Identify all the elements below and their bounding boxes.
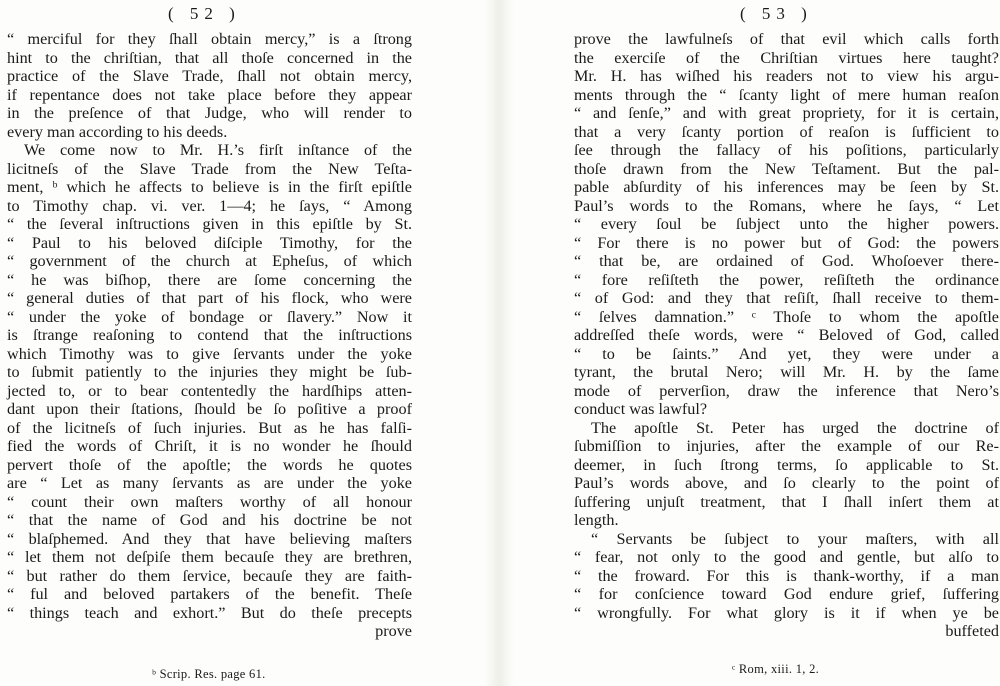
page-body [574, 30, 999, 641]
text-line: “ that be, are ordained of God. Whoſoever there- [574, 252, 999, 270]
text-line: “ wrongfully. For what glory is it if when ye be [574, 603, 999, 622]
text-line: “ let them not deſpiſe them becauſe they are brethren, [7, 548, 412, 566]
text-line: pable abſurdity of his inferences may be ſeen by St. [574, 178, 999, 196]
text-line: We come now to Mr. H.’s firſt inſtance of the [24, 141, 412, 159]
text-line: jected to, or to bear contentedly the hardſhips atten- [7, 381, 412, 400]
page-number: ( 52 ) [168, 4, 241, 23]
text-line: ſubmiſſion to injuries, after the example of our Re- [574, 437, 999, 455]
text-line: “ ful and beloved partakers of the benefit. Theſe [7, 585, 412, 603]
text-line: Paul’s words to the Romans, where he ſays, “ Let [574, 196, 999, 215]
text-line: the exerciſe of the Chriſtian virtues here taught? [574, 48, 999, 67]
text-line: hint to the chriſtian, that all thoſe concerned in the [7, 48, 412, 67]
text-line: “ fore reſiſteth the power, reſiſteth the ordinance [574, 270, 999, 289]
text-line: tyrant, the brutal Nero; will Mr. H. by the ſame [574, 363, 999, 381]
text-line: “ of God: and they that reſiſt, ſhall receive to them- [574, 289, 999, 307]
text-line: to Timothy chap. vi. ver. 1—4; he ſays, “ Among [7, 196, 412, 215]
text-line: prove the lawfulneſs of that evil which calls forth [574, 30, 999, 48]
text-line: is ſtrange reaſoning to contend that the inſtructions [7, 326, 412, 344]
text-line: length. [574, 511, 619, 529]
text-line: thoſe drawn from the New Teſtament. But the pal- [574, 159, 999, 178]
text-line: are “ Let as many ſervants as are under the yoke [7, 474, 412, 492]
text-line: “ the froward. For this is thank-worthy, if a man [574, 566, 999, 585]
text-line: “ ſelves damnation.” ᶜ Thoſe to whom the apoſtle [574, 307, 999, 326]
page-body [7, 30, 412, 641]
right-page [520, 0, 1000, 686]
text-line: “ but rather do them ſervice, becauſe they are faith- [7, 566, 412, 585]
text-line: ments through the “ ſcanty light of mere human reaſon [574, 85, 999, 104]
text-line: “ For there is no power but of God: the powers [574, 233, 999, 252]
text-line: deemer, in ſuch ſtrong terms, ſo applicable to St. [574, 455, 999, 474]
text-line: “ that the name of God and his doctrine be not [7, 511, 412, 529]
text-line: ſuffering unjuſt treatment, that I ſhall inſert them at [574, 492, 999, 511]
text-line: “ to be ſaints.” And yet, they were under a [574, 344, 999, 363]
catchword: prove [375, 622, 412, 640]
footnote: ᵇ Scrip. Res. page 61. [152, 667, 266, 681]
text-line: Paul’s words above, and ſo clearly to the point of [574, 474, 999, 492]
text-line: “ merciful for they ſhall obtain mercy,” is a ſtrong [7, 30, 412, 48]
text-line: “ every ſoul be ſubject unto the higher powers. [574, 215, 999, 233]
footnote: ᶜ Rom, xiii. 1, 2. [732, 662, 820, 676]
text-line: “ blaſphemed. And they that have believing maſters [7, 529, 412, 548]
text-line: of the licitneſs of ſuch injuries. But as he has falſi- [7, 418, 412, 437]
text-line: “ count their own maſters worthy of all honour [7, 492, 412, 511]
text-line: to ſubmit patiently to the injuries they might be ſub- [7, 363, 412, 381]
text-line: “ he was biſhop, there are ſome concerning the [7, 270, 412, 289]
text-line: “ Paul to his beloved diſciple Timothy, for the [7, 233, 412, 252]
text-line: “ things teach and exhort.” But do theſe precepts [7, 603, 412, 622]
text-line: “ and ſenſe,” and with great propriety, for it is certain, [574, 104, 999, 122]
text-line: fied the words of Chriſt, it is no wonder he ſhould [7, 437, 412, 455]
text-line: Mr. H. has wiſhed his readers not to view his argu- [574, 67, 999, 85]
text-line: “ government of the church at Epheſus, of which [7, 252, 412, 270]
text-line: addreſſed theſe words, were “ Beloved of God, called [574, 326, 999, 344]
text-line: “ for conſcience toward God endure grief, ſuffering [574, 585, 999, 603]
text-line: “ fear, not only to the good and gentle, but alſo to [574, 548, 999, 566]
text-line: “ under the yoke of bondage or ſlavery.” Now it [7, 307, 412, 326]
catchword: buffeted [945, 622, 999, 640]
text-line: ſee through the fallacy of his poſitions, particularly [574, 141, 999, 159]
text-line: conduct was lawful? [574, 400, 708, 418]
text-line: pervert thoſe of the apoſtle; the words he quotes [7, 455, 412, 474]
text-line: in the preſence of that Judge, who will render to [7, 104, 412, 122]
left-page [0, 0, 478, 686]
text-line: “ Servants be ſubject to your maſters, with all [591, 529, 999, 548]
page-number: ( 53 ) [740, 4, 813, 23]
text-line: practice of the Slave Trade, ſhall not obtain mercy, [7, 67, 412, 85]
text-line: “ the ſeveral inſtructions given in this epiſtle by St. [7, 215, 412, 233]
book-gutter [484, 0, 514, 686]
text-line: licitneſs of the Slave Trade from the New Teſta- [7, 159, 412, 178]
text-line: ment, ᵇ which he affects to believe is in the firſt epiſtle [7, 178, 412, 196]
text-line: if repentance does not take place before they appear [7, 85, 412, 104]
text-line: which Timothy was to give ſervants under the yoke [7, 344, 412, 363]
text-line: mode of perverſion, draw the inference that Nero’s [574, 381, 999, 400]
text-line: that a very ſcanty portion of reaſon is ſufficient to [574, 122, 999, 141]
text-line: The apoſtle St. Peter has urged the doctrine of [591, 418, 999, 437]
text-line: every man according to his deeds. [7, 122, 228, 141]
text-line: “ general duties of that part of his flock, who were [7, 289, 412, 307]
text-line: dant upon their ſtations, ſhould be ſo poſitive a proof [7, 400, 412, 418]
